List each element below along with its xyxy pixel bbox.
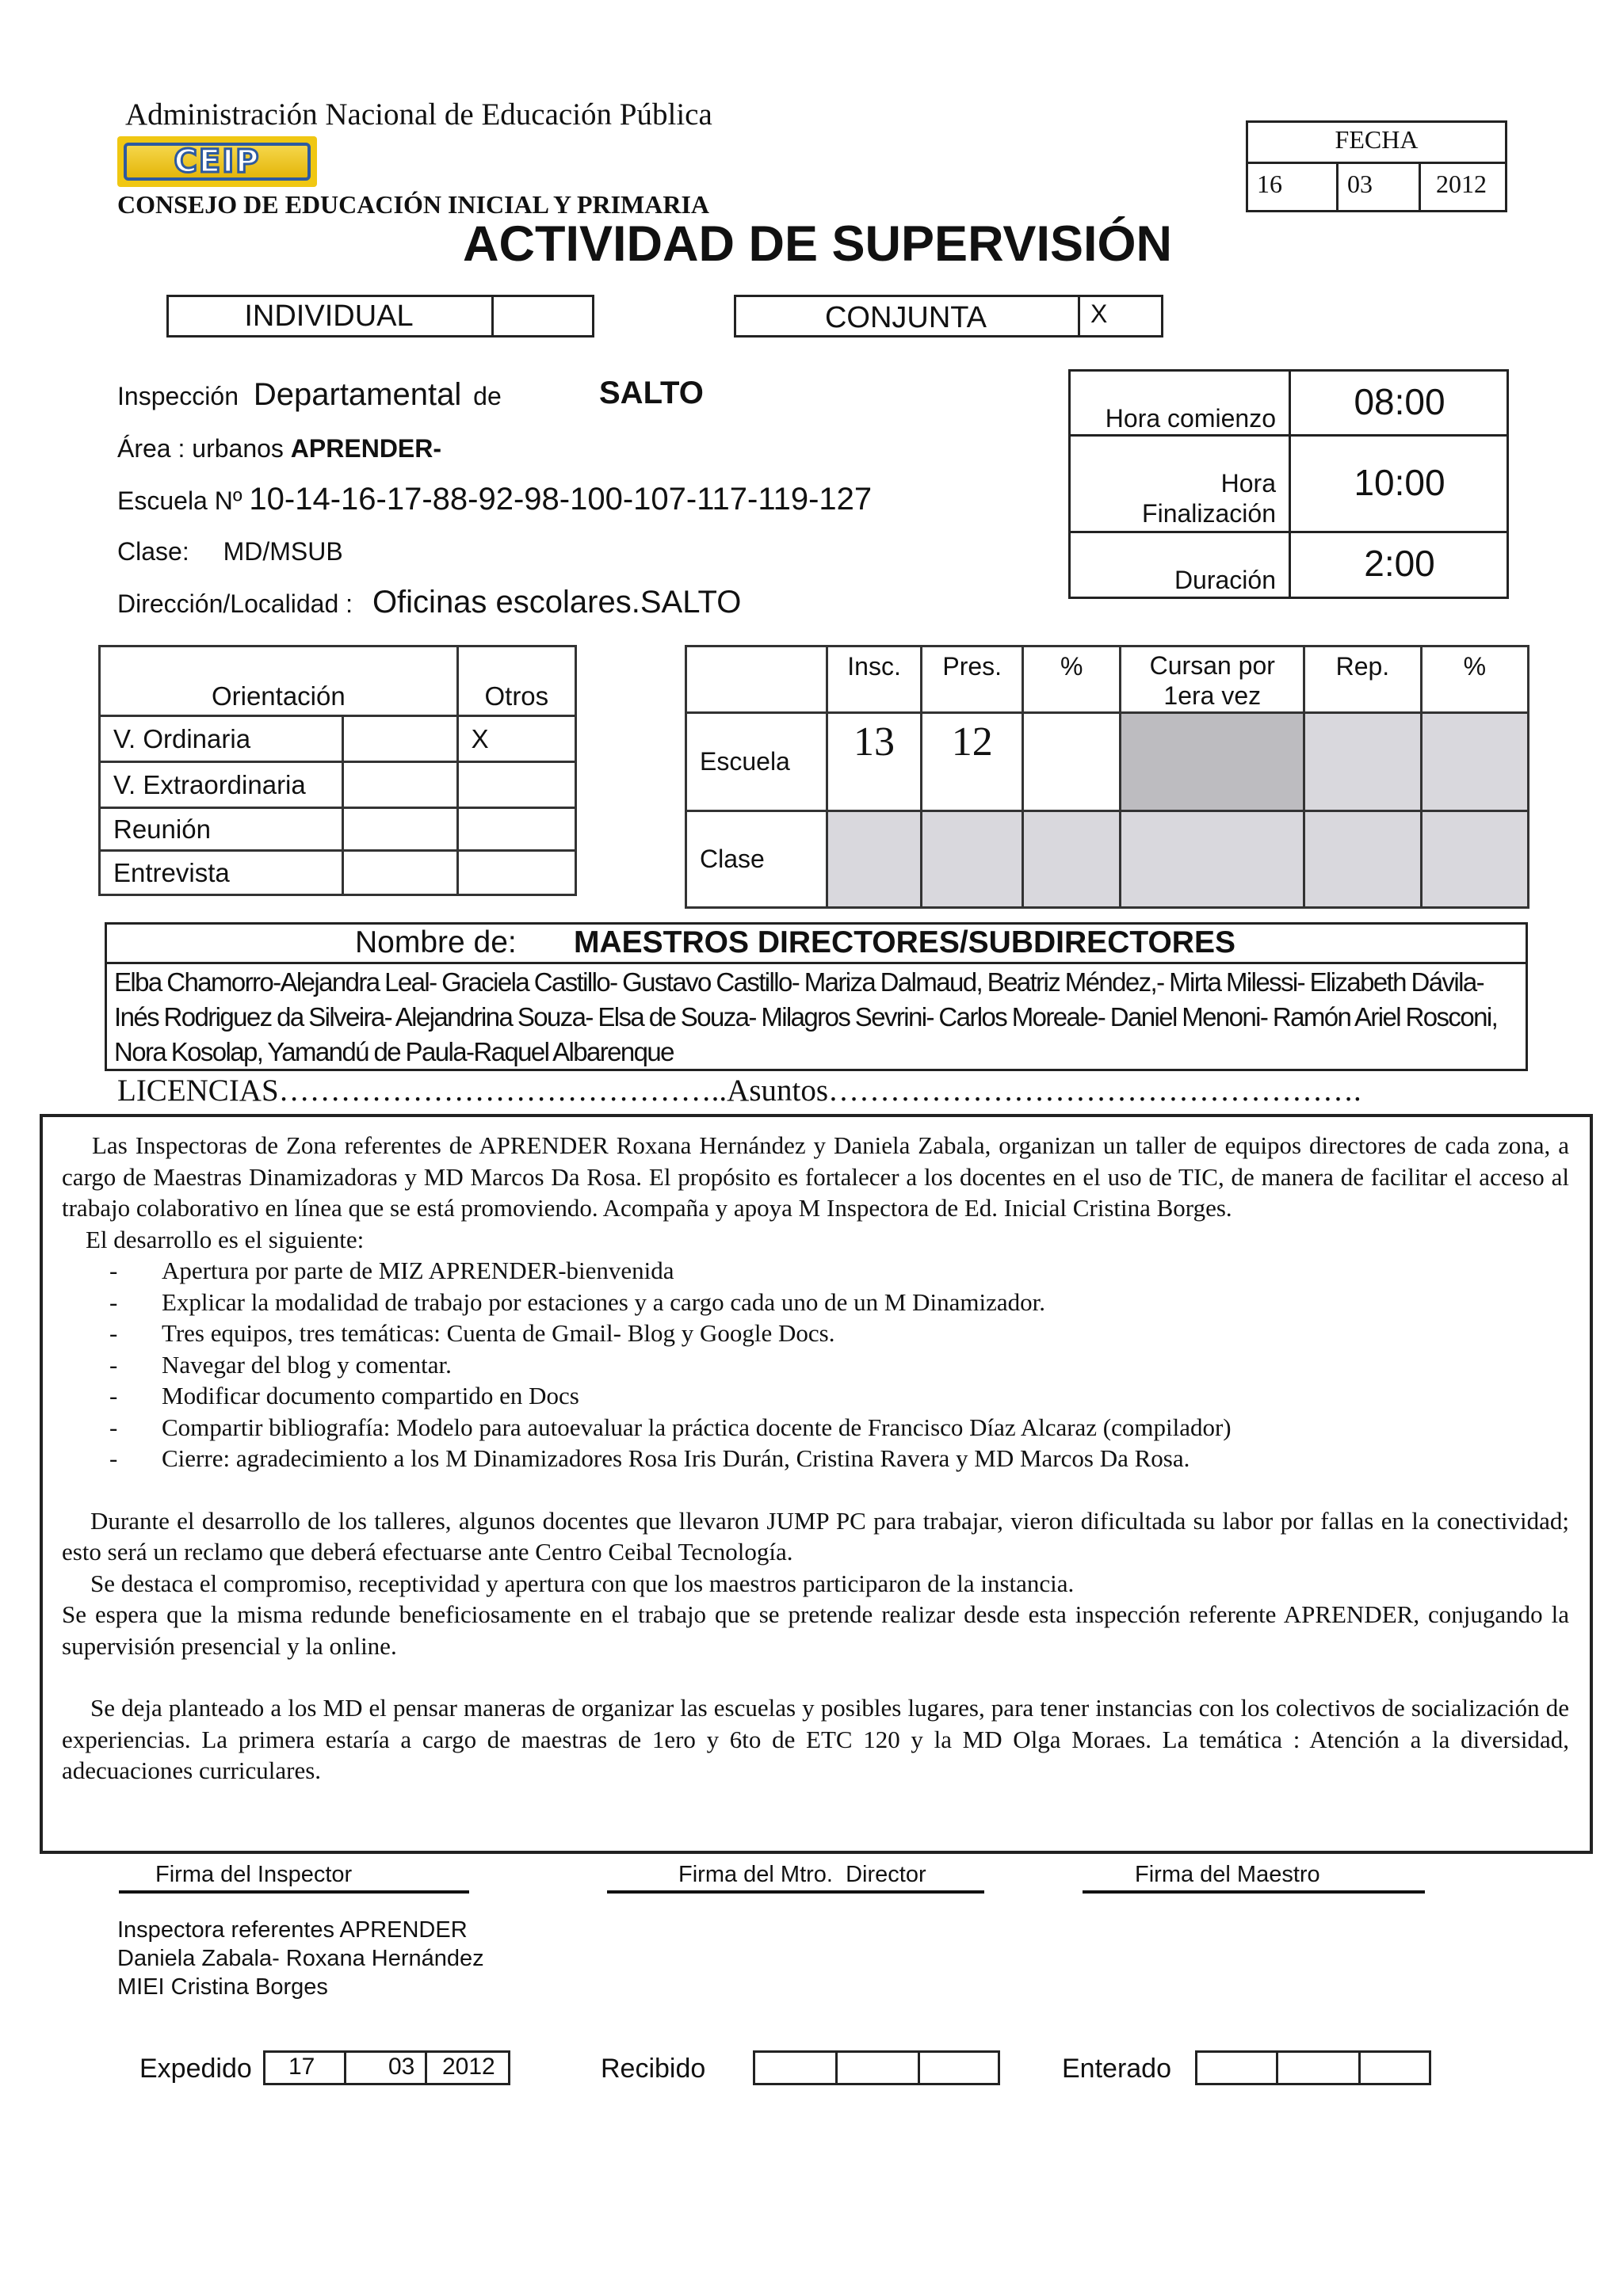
report-paragraph: Se deja planteado a los MD el pensar maneras de organizar las escuelas y posibles lugares, para tener instancias con los colectivos de socialización de experiencias. La primera estaría a cargo de maestras de 1ero y 6to de ETC 120 y la MD Olga Moraes. La temática : Atención a la diversidad, adecuaciones curriculares. — [62, 1694, 1569, 1784]
council-name: CONSEJO DE EDUCACIÓN INICIAL Y PRIMARIA — [117, 190, 710, 219]
direccion-value: Oficinas escolares.SALTO — [372, 585, 742, 620]
escuela-line — [117, 482, 872, 517]
firma-maestro-label: Firma del Maestro — [1135, 1862, 1320, 1887]
area-label: Área : urbanos — [117, 434, 284, 463]
hora-final-label-1: Hora — [1220, 469, 1276, 498]
fecha-year: 2012 — [1436, 170, 1487, 198]
individual-label: INDIVIDUAL — [244, 299, 414, 333]
enterado-label: Enterado — [1062, 2054, 1171, 2084]
list-item: - Explicar la modalidad de trabajo por estaciones y a cargo cada uno de un M Dinamizador. — [62, 1287, 1569, 1318]
stats-escuela-label: Escuela — [700, 747, 790, 776]
fecha-day: 16 — [1257, 170, 1282, 198]
hora-final-value: 10:00 — [1354, 462, 1445, 503]
nombre-label: Nombre de: — [355, 925, 517, 959]
hora-comienzo-label: Hora comienzo — [1105, 404, 1276, 433]
admin-title: Administración Nacional de Educación Pública — [125, 97, 712, 132]
fecha-month: 03 — [1347, 170, 1373, 198]
stats-header-pres: Pres. — [942, 652, 1002, 681]
escuela-label: Escuela Nº — [117, 486, 242, 515]
list-item: - Tres equipos, tres temáticas: Cuenta de Gmail- Blog y Google Docs. — [62, 1318, 1569, 1349]
fecha-label: FECHA — [1335, 125, 1419, 154]
stats-row-clase — [686, 811, 1529, 908]
stats-header-pct: % — [1060, 652, 1083, 681]
page-title: ACTIVIDAD DE SUPERVISIÓN — [463, 216, 1172, 272]
area-line — [117, 434, 441, 463]
stats-table — [685, 645, 1529, 909]
orientacion-table — [98, 645, 577, 896]
list-item: - Modificar documento compartido en Docs — [62, 1380, 1569, 1412]
stats-escuela-insc: 13 — [854, 719, 896, 765]
orientacion-row — [100, 716, 576, 762]
firma-inspector-label: Firma del Inspector — [155, 1862, 353, 1887]
stats-row-escuela — [686, 713, 1529, 811]
report-list — [62, 1255, 1569, 1474]
list-item: - Cierre: agradecimiento a los M Dinamizadores Rosa Iris Durán, Cristina Ravera y MD Marcos Da Rosa. — [62, 1443, 1569, 1474]
stats-header-rep: Rep. — [1335, 652, 1390, 681]
firma-maestro-line — [1083, 1890, 1425, 1894]
ceip-logo: CEIP — [117, 136, 317, 187]
list-item: - Compartir bibliografía: Modelo para autoevaluar la práctica docente de Francisco Díaz Alcaraz (compilador) — [62, 1412, 1569, 1444]
department-value: SALTO — [599, 376, 704, 410]
list-item: - Navegar del blog y comentar. — [62, 1349, 1569, 1381]
report-paragraph: El desarrollo es el siguiente: — [86, 1225, 365, 1253]
nombre-names: Elba Chamorro-Alejandra Leal- Graciela Castillo- Gustavo Castillo- Mariza Dalmaud, Beatriz Méndez,- Mirta Milessi- Elizabeth Dávila- Inés Rodriguez da Silveira- Alejandrina Souza- Elsa de Souza- Milagros Sevrini- Carlos Moreale- Daniel Menoni- Ramón Ariel Rosconi, Nora Kosolap, Yamandú de Paula-Raquel Albarenque — [114, 967, 1498, 1066]
signer-line: Inspectora referentes APRENDER — [117, 1917, 468, 1943]
orientacion-row — [100, 851, 576, 895]
hora-comienzo-value: 08:00 — [1354, 381, 1445, 422]
de-label: de — [473, 382, 502, 410]
duracion-label: Duración — [1174, 566, 1276, 594]
expedido-month: 03 — [388, 2054, 415, 2080]
conjunta-mark: X — [1090, 299, 1108, 328]
firma-inspector-line — [119, 1890, 469, 1894]
recibido-label: Recibido — [601, 2054, 706, 2084]
direccion-label: Dirección/Localidad : — [117, 589, 353, 618]
signer-line: MIEI Cristina Borges — [117, 1974, 328, 2000]
stats-header-pct-rep: % — [1463, 652, 1487, 681]
licencias-line: LICENCIAS……………………………………..Asuntos……………………………………………. — [117, 1074, 1361, 1108]
inspeccion-label: Inspección — [117, 382, 239, 410]
area-value: APRENDER- — [290, 434, 442, 463]
list-item: - Apertura por parte de MIZ APRENDER-bienvenida — [62, 1255, 1569, 1287]
orientacion-label: V. Ordinaria — [113, 723, 251, 753]
expedido-day: 17 — [288, 2054, 315, 2080]
report-paragraph: Se destaca el compromiso, receptividad y apertura con que los maestros participaron de la instancia. — [90, 1569, 1075, 1597]
otros-header: Otros — [484, 681, 549, 711]
clase-value: MD/MSUB — [223, 537, 343, 566]
clase-label: Clase: — [117, 537, 189, 566]
orientacion-label: Entrevista — [113, 857, 230, 887]
inspeccion-value: Departamental — [253, 377, 462, 412]
expedido-year: 2012 — [442, 2054, 495, 2080]
orientacion-row — [100, 808, 576, 851]
direccion-line — [117, 585, 741, 620]
firma-director-line — [607, 1890, 984, 1894]
report-body — [62, 1130, 1569, 1787]
signer-line: Daniela Zabala- Roxana Hernández — [117, 1946, 484, 1971]
report-paragraph: Las Inspectoras de Zona referentes de APRENDER Roxana Hernández y Daniela Zabala, organizan un taller de equipos directores de cada zona, a cargo de Maestras Dinamizadoras y MD Marcos Da Rosa. El propósito es fortalecer a los docentes en el uso de TIC, de manera de facilitar el acceso al trabajo colaborativo en línea que se está promoviendo. Acompaña y apoya M Inspectora de Ed. Inicial Cristina Borges. — [62, 1131, 1569, 1222]
clase-line — [117, 537, 343, 566]
stats-clase-label: Clase — [700, 845, 765, 873]
report-paragraph: Se espera que la misma redunde beneficiosamente en el trabajo que se pretende realizar desde esta inspección referente APRENDER, conjugando la supervisión presencial y la online. — [62, 1600, 1569, 1660]
nombre-value: MAESTROS DIRECTORES/SUBDIRECTORES — [574, 925, 1235, 959]
orientacion-header: Orientación — [211, 681, 346, 711]
expedido-label: Expedido — [139, 2054, 252, 2084]
orientacion-label: Reunión — [113, 814, 211, 844]
stats-header-insc: Insc. — [847, 652, 901, 681]
orientacion-row — [100, 762, 576, 808]
report-paragraph: Durante el desarrollo de los talleres, algunos docentes que llevaron JUMP PC para trabajar, vieron dificultada su labor por fallas en la conectividad; esto será un reclamo que deberá efectuarse ante Centro Ceibal Tecnología. — [62, 1506, 1569, 1566]
stats-escuela-pres: 12 — [951, 719, 993, 765]
escuela-value: 10-14-16-17-88-92-98-100-107-117-119-127 — [249, 482, 873, 517]
orientacion-label: V. Extraordinaria — [113, 769, 306, 799]
stats-header-cursan: Cursan por 1era vez — [1149, 651, 1275, 710]
hora-final-label-2: Finalización — [1142, 499, 1276, 528]
inspeccion-line — [117, 377, 502, 413]
orientacion-otros-mark: X — [471, 723, 489, 753]
conjunta-label: CONJUNTA — [824, 301, 987, 334]
duracion-value: 2:00 — [1364, 543, 1435, 584]
firma-director-label: Firma del Mtro. Director — [678, 1862, 926, 1887]
